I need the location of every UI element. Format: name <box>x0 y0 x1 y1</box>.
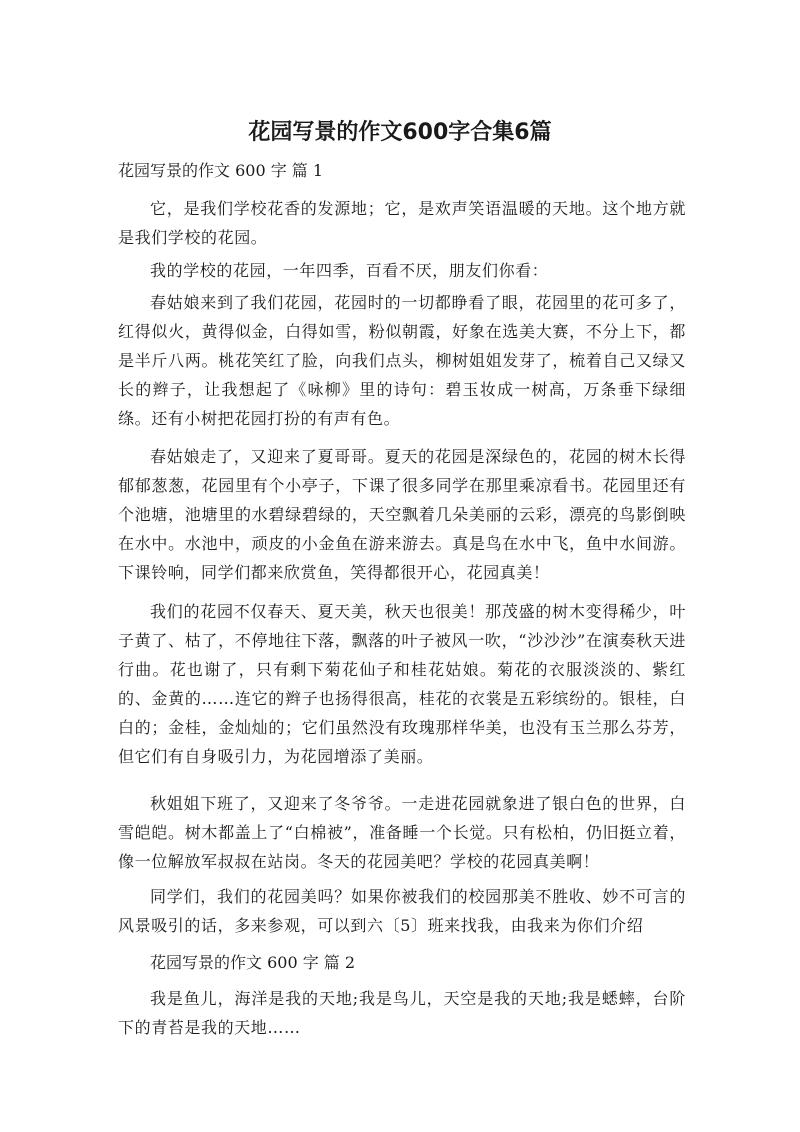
paragraph-6: 秋姐姐下班了，又迎来了冬爷爷。一走进花园就象进了银白色的世界，白雪皑皑。树木都盖上了“白棉被”，准备睡一个长觉。只有松柏，仍旧挺立着，像一位解放军叔叔在站岗。冬天的花园美吧？学校的花园真美啊！ <box>118 794 686 871</box>
paragraph-2: 我的学校的花园，一年四季，百看不厌，朋友们你看： <box>150 261 549 280</box>
section-2-heading: 花园写景的作文 600 字 篇 2 <box>150 953 356 972</box>
document-title: 花园写景的作文600字合集6篇 <box>248 120 552 145</box>
paragraph-1: 它，是我们学校花香的发源地；它，是欢声笑语温暖的天地。这个地方就是我们学校的花园。 <box>118 199 686 247</box>
paragraph-7: 同学们，我们的花园美吗？如果你被我们的校园那美不胜收、妙不可言的风景吸引的话，多来参观，可以到六〔5〕班来找我，由我来为你们介绍 <box>118 887 686 935</box>
paragraph-4: 春姑娘走了，又迎来了夏哥哥。夏天的花园是深绿色的，花园的树木长得郁郁葱葱，花园里有个小亭子，下课了很多同学在那里乘凉看书。花园里还有个池塘，池塘里的水碧绿碧绿的，天空飘着几朵美丽的云彩，漂亮的鸟影倒映在水中。水池中，顽皮的小金鱼在游来游去。真是鸟在水中飞，鱼中水间游。下课铃响，同学们都来欣赏鱼，笑得都很开心，花园真美！ <box>118 447 686 582</box>
paragraph-3: 春姑娘来到了我们花园，花园时的一切都睁看了眼，花园里的花可多了，红得似火，黄得似金，白得如雪，粉似朝霞，好象在选美大赛，不分上下，都是半斤八两。桃花笑红了脸，向我们点头，柳树姐姐发芽了，梳着自己又绿又长的辫子，让我想起了《咏柳》里的诗句：碧玉妆成一树高，万条垂下绿细绦。还有小树把花园打扮的有声有色。 <box>118 293 686 428</box>
section-2-paragraph-1: 我是鱼儿，海洋是我的天地;我是鸟儿，天空是我的天地;我是蟋蟀，台阶下的青苔是我的天地…… <box>118 989 686 1037</box>
paragraph-5: 我们的花园不仅春天、夏天美，秋天也很美！那茂盛的树木变得稀少，叶子黄了、枯了，不停地往下落，飘落的叶子被风一吹，“沙沙沙”在演奏秋天进行曲。花也谢了，只有剩下菊花仙子和桂花姑娘。菊花的衣服淡淡的、紫红的、金黄的……连它的辫子也扬得很高，桂花的衣裳是五彩缤纷的。银桂，白白的；金桂，金灿灿的；它们虽然没有玫瑰那样华美，也没有玉兰那么芬芳，但它们有自身吸引力，为花园增添了美丽。 <box>118 602 686 766</box>
section-1-heading: 花园写景的作文 600 字 篇 1 <box>118 161 324 180</box>
